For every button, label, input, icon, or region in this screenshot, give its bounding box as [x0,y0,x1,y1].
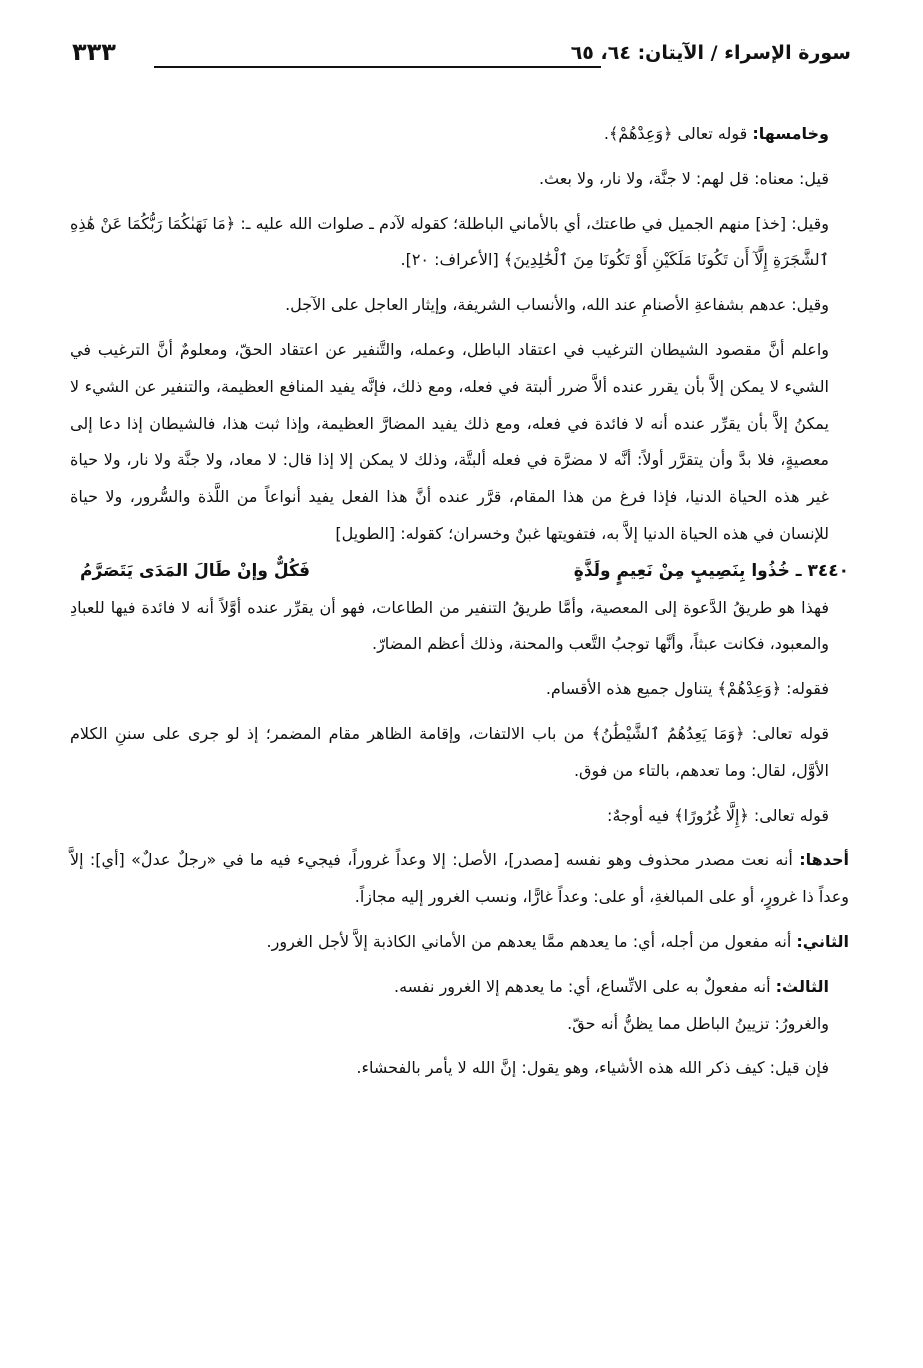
paragraph-third-aspect [70,969,849,1006]
paragraph-lead: وخامسها: [752,124,829,143]
running-title: سورة الإسراء / الآيتان: ٦٤، ٦٥ [570,42,851,64]
paragraph-lead: أحدها: [799,850,849,870]
paragraph-fifth [70,116,849,153]
paragraph-text: والغرورُ: تزيينُ الباطل مما يظنُّ أنه حقّ. [567,1013,829,1033]
paragraph-lead: الثالث: [775,976,829,996]
paragraph [70,332,849,553]
page-number: ٣٣٣ [72,38,116,66]
paragraph [70,671,849,708]
verse-second-hemistich: فَكُلٌّ وإنْ طَالَ المَدَى يَتَصَرَّمُ [80,560,311,581]
paragraph-text: أنه مفعول من أجله، أي: ما يعدهم ممَّا يعدهم من الأماني الكاذبة إلاَّ لأجل الغرور. [266,931,797,951]
paragraph-text: فإن قيل: كيف ذكر الله هذه الأشياء، وهو يقول: إنَّ الله لا يأمر بالفحشاء. [356,1058,829,1078]
paragraph-text: واعلم أنَّ مقصود الشيطان الترغيب في اعتقاد الباطل، وعمله، والتَّنفير عن اعتقاد الحقّ، ومعلومٌ أنَّ الترغيب في الشيء لا يمكن إلاَّ بأن يقرر عنده ألاَّ ضرر ألبتة في فعله، ومع ذلك، فإنَّه يفيد المنافع العظيمة، والتنفير عن الشيء لا يمكنُ إلاَّ بأن يقرِّر عنده أنه لا فائدة في فعله، ومع ذلك يفيد المضارَّ العظيمة، وإذا ثبت هذا، فالشيطان إذا دعا إلى معصيةٍ، فلا بدَّ وأن يتقرَّر أولاً: أنَّه لا مضرَّة في فعله ألبتَّة، وذلك لا يمكن إلا إذا قال: لا معاد، ولا جنَّة ولا نار، ولا حياة غير هذه الحياة الدنيا، فإذا فرغ من هذا المقام، قرَّر عنده أنَّ هذا الفعل يفيد أنواعاً من اللَّذة والسُّرور، ولا حياة للإنسان في هذه الحياة الدنيا إلاَّ به، فتفويتها غبنٌ وخسران؛ كقوله: [الطويل] [70,339,829,543]
paragraph [70,798,849,835]
paragraph-text: وقيل: [خذ] منهم الجميل في طاعتك، أي بالأماني الباطلة؛ كقوله لآدم ـ صلوات الله عليه ـ: ﴿مَا نَهَىٰكُمَا رَبُّكُمَا عَنْ هَٰذِهِ ٱلشَّجَرَةِ إِلَّآ أَن تَكُونَا مَلَكَيْنِ أَوْ تَكُونَا مِنَ ٱلْخَٰلِدِينَ﴾ [الأعراف: ٢٠]. [70,213,829,270]
paragraph [70,206,849,280]
paragraph-text: أنه نعت مصدر محذوف وهو نفسه [مصدر]، الأصل: إلا وعداً غروراً، فيجيء فيه ما في «رجلٌ عدلٌ» [أي]: إلاَّ وعداً ذا غرورٍ، أو على المبالغةِ، أو على: وعداً غارًّا، ونسب الغرور إليه مجازاً. [70,850,849,907]
paragraph-text: أنه مفعولٌ به على الاتِّساع، أي: ما يعدهم إلا الغرور نفسه. [394,976,776,996]
paragraph-text: قوله تعالى ﴿وَعِدْهُمْ﴾. [603,124,753,143]
page-header [72,38,851,82]
paragraph [70,161,849,198]
paragraph-text: فهذا هو طريقُ الدَّعوة إلى المعصية، وأمَّا طريقُ التنفير من الطاعات، فهو أن يقرِّر عنده أوَّلاً أنه لا فائدة فيها للعبادِ والمعبود، فكانت عبثاً، وأنَّها توجبُ التَّعب والمحنة، وذلك أعظم المضارّ. [70,597,829,654]
paragraph-second-aspect [70,924,849,961]
paragraph-text: قوله تعالى: ﴿إِلَّا غُرُورًا﴾ فيه أوجهٌ: [607,805,829,825]
paragraph [70,590,849,664]
poetry-verse [70,553,849,590]
verse-first-hemistich: ٣٤٤٠ ـ خُذُوا بِنَصِيبٍ مِنْ نَعِيمٍ ولَذَّةٍ [573,560,849,581]
paragraph-text: فقوله: ﴿وَعِدْهُمْ﴾ يتناول جميع هذه الأقسام. [545,679,829,699]
paragraph-text: وقيل: عدهم بشفاعةِ الأصنامِ عند الله، والأنساب الشريفة، وإيثار العاجل على الآجل. [285,295,829,315]
page-body [70,116,849,1087]
paragraph-text: قيل: معناه: قل لهم: لا جنَّة، ولا نار، ولا بعث. [538,168,829,188]
paragraph [70,716,849,790]
paragraph-text: قوله تعالى: ﴿وَمَا يَعِدُهُمُ ٱلشَّيْطَٰنُ﴾ من باب الالتفات، وإقامة الظاهر مقام المضمر؛ إذ لو جرى على سننِ الكلام الأوَّل، لقال: وما تعدهم، بالتاء من فوق. [70,723,829,780]
paragraph-first-aspect [70,842,849,916]
header-rule [154,66,601,68]
paragraph [70,1050,849,1087]
paragraph-lead: الثاني: [796,931,849,951]
paragraph [70,287,849,324]
paragraph [70,1006,849,1043]
